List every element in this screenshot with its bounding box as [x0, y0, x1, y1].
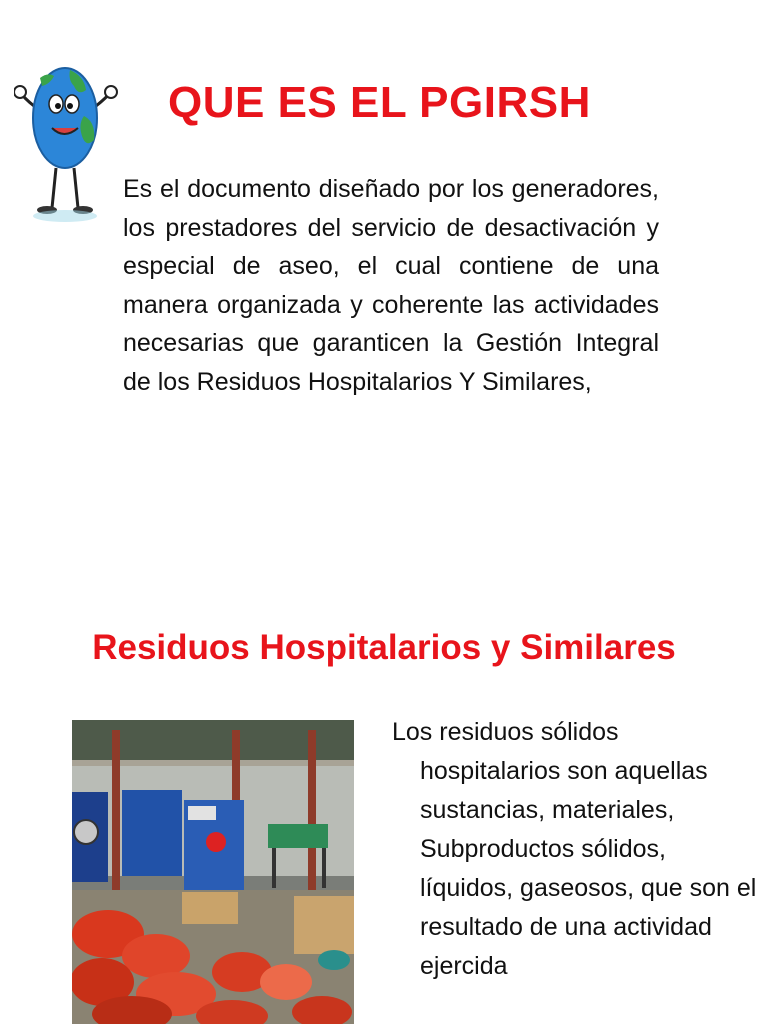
slide-title: Residuos Hospitalarios y Similares [92, 628, 676, 667]
definition-paragraph: Los residuos sólidos hospitalarios son aquellas sustancias, materiales, Subproductos sólidos, líquidos, gaseosos, que son el resultado de una actividad ejercida [392, 718, 757, 980]
definition-paragraph: Es el documento diseñado por los generadores, los prestadores del servicio de desactivación y especial de aseo, el cual contiene de una manera organizada y coherente las actividades necesarias que garanticen la Gestión Integral de los Residuos Hospitalarios Y Similares, [123, 175, 659, 396]
earth-mascot-icon [14, 56, 118, 226]
slide-title: QUE ES EL PGIRSH [168, 78, 591, 127]
waste-facility-photo [72, 720, 354, 1024]
slide-2 [0, 590, 768, 1024]
facility-illustration [72, 720, 354, 1024]
